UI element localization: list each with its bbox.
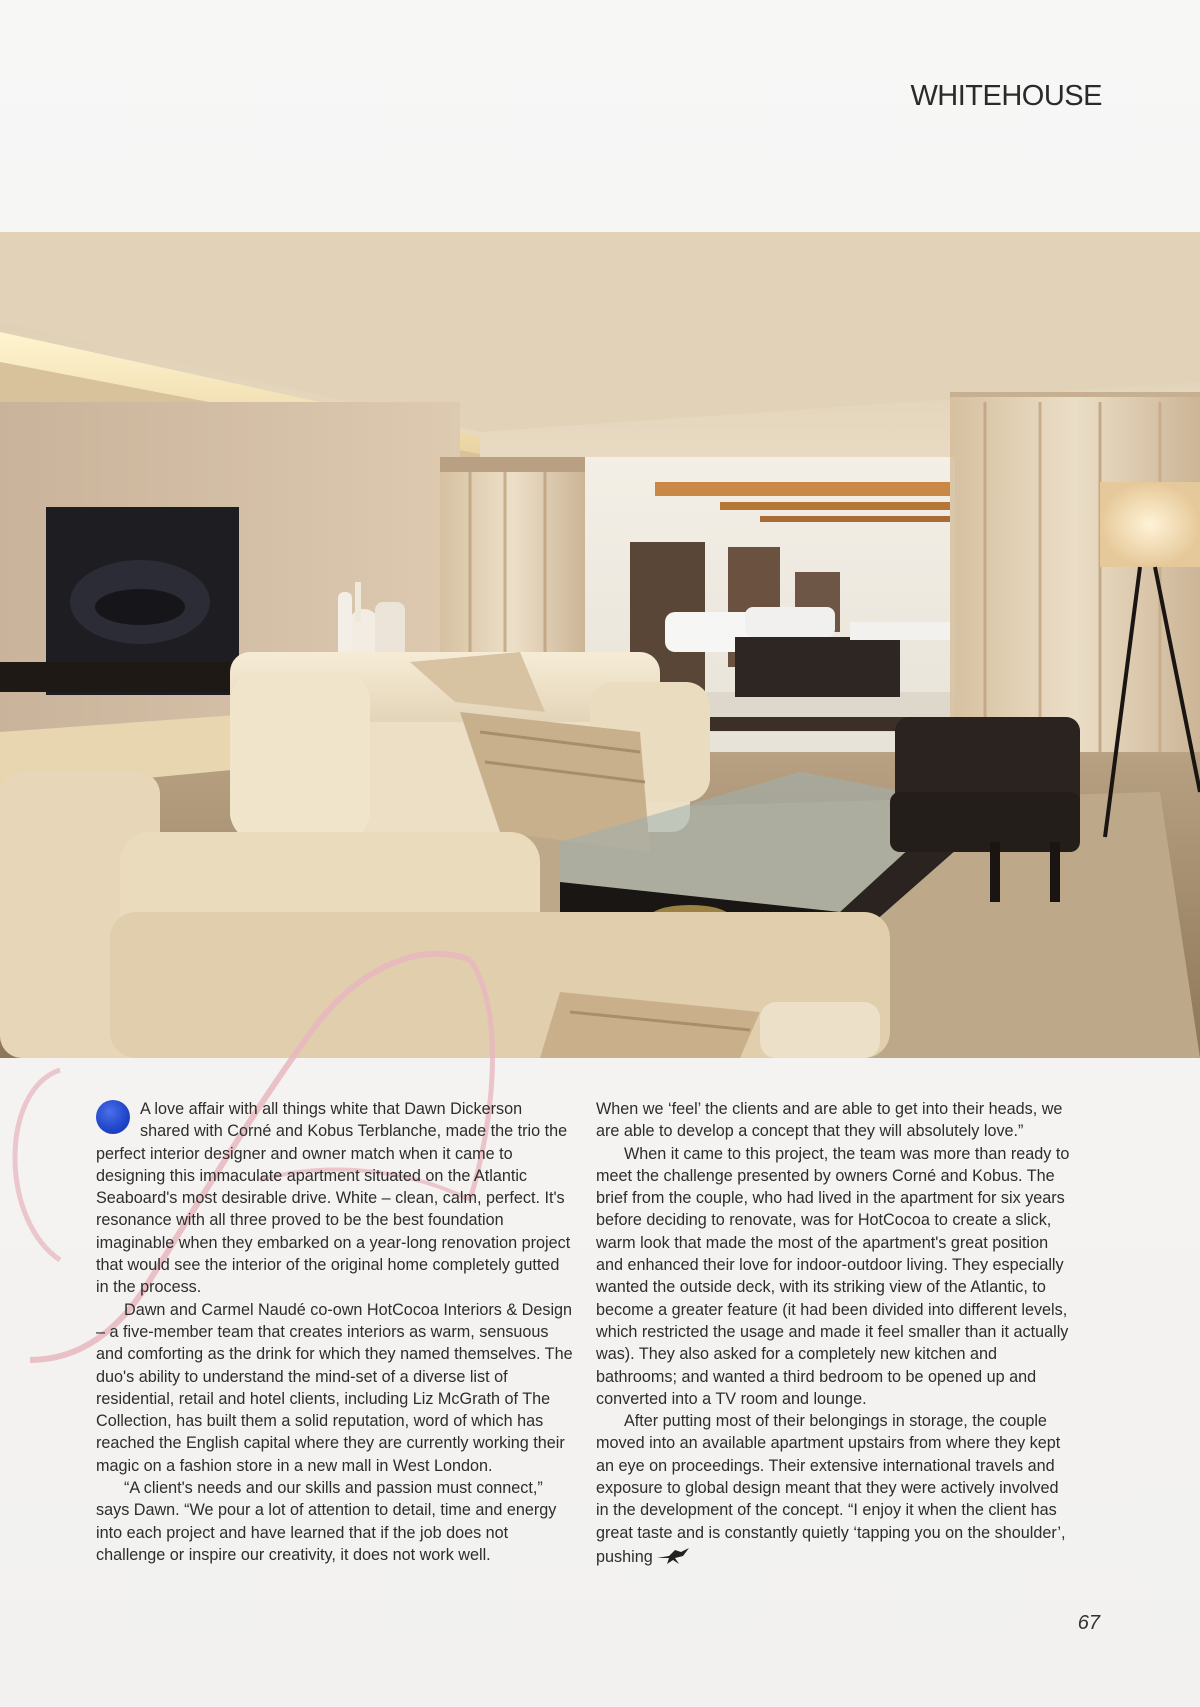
article-column-right <box>596 1098 1072 1568</box>
paragraph-continued-text: After putting most of their belongings in storage, the couple moved into an available apartment upstairs from where they kept an eye on proceedings. Their extensive international travels and exposure to global design meant that they were actively involved in the development of the concept. “I enjoy it when the client has great taste and is constantly quietly ‘tapping you on the shoulder’, pushing <box>596 1412 1066 1566</box>
article-column-left <box>96 1098 576 1566</box>
paragraph: When it came to this project, the team was more than ready to meet the challenge presented by owners Corné and Kobus. The brief from the couple, who had lived in the apartment for six years before deciding to renovate, was for HotCocoa to create a slick, warm look that made the most of the apartment's great position and enhanced their love for indoor-outdoor living. They especially wanted the outside deck, with its striking view of the Atlantic, to become a greater feature (it had been divided into different levels, which restricted the usage and made it feel smaller than it actually was). They also asked for a completely new kitchen and bathrooms; and wanted a third bedroom to be opened up and converted into a TV room and lounge. <box>596 1144 1070 1408</box>
living-room-photo <box>0 232 1200 1058</box>
section-title: WHITEHOUSE <box>910 80 1102 112</box>
page-number: 67 <box>1077 1612 1100 1634</box>
article-body <box>0 1098 1200 1598</box>
paragraph: When we ‘feel’ the clients and are able to get into their heads, we are able to develop a concept that they will absolutely love.” <box>596 1100 1063 1141</box>
bird-icon <box>655 1544 691 1566</box>
paragraph-intro-text: A love affair with all things white that Dawn Dickerson shared with Corné and Kobus Terblanche, made the trio the perfect interior designer and owner match when it came to designing this immaculate apartment situated on the Atlantic Seaboard's most desirable drive. White – clean, calm, perfect. It's resonance with all three proved to be the best foundation imaginable when they embarked on a year-long renovation project that would see the interior of the original home completely gutted in the process. <box>96 1100 571 1297</box>
paragraph: “A client's needs and our skills and passion must connect,” says Dawn. “We pour a lot of attention to detail, time and energy into each project and have learned that if the job does not challenge or inspire our creativity, it does not work well. <box>96 1479 557 1564</box>
paragraph-continued <box>596 1410 1072 1568</box>
bullet-icon <box>96 1100 130 1134</box>
paragraph-intro <box>96 1098 576 1299</box>
paragraph: Dawn and Carmel Naudé co-own HotCocoa Interiors & Design – a five-member team that creates interiors as warm, sensuous and comforting as the drink for which they named themselves. The duo's ability to understand the mind-set of a diverse list of residential, retail and hotel clients, including Liz McGrath of The Collection, has built them a solid reputation, word of which has reached the English capital where they are currently working their magic on a fashion store in a new mall in West London. <box>96 1300 573 1475</box>
